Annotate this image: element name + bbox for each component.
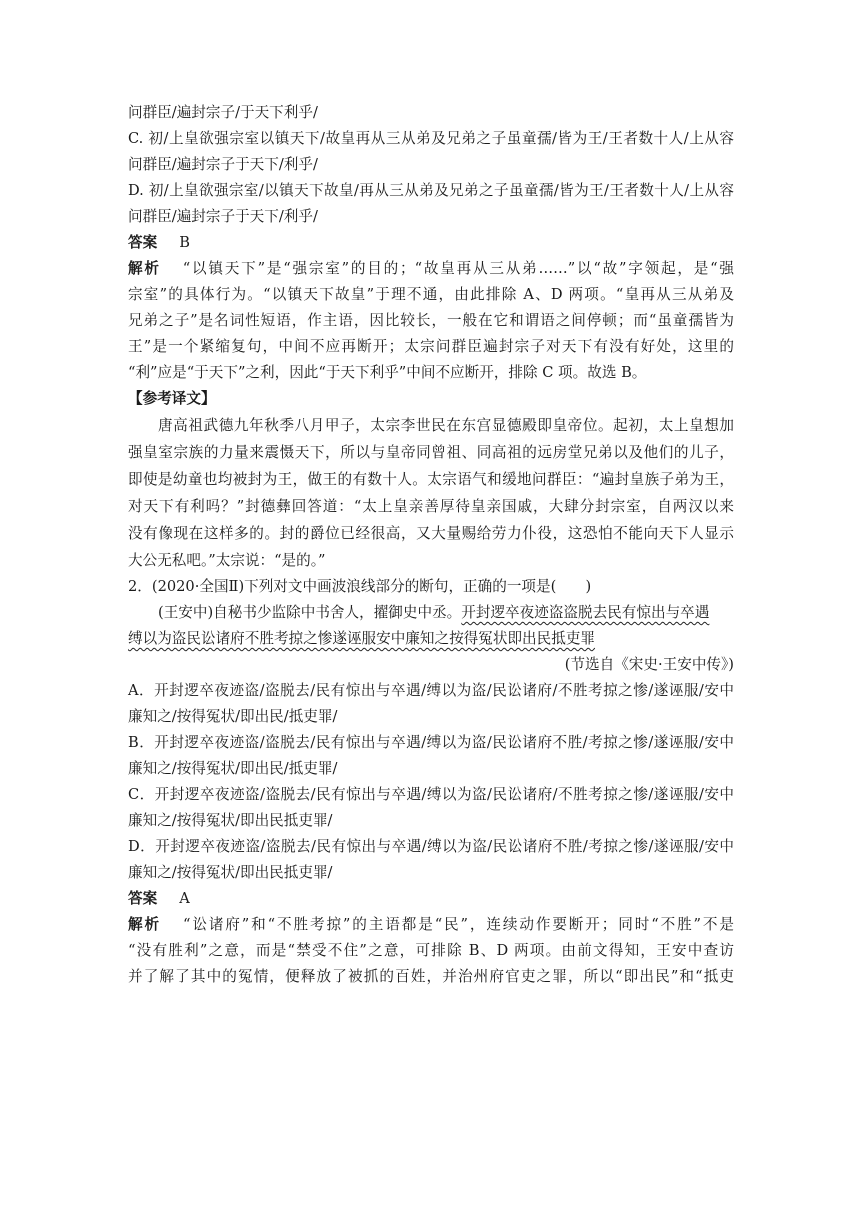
translation-line-2: 强皇室宗族的力量来震慑天下，所以与皇帝同曾祖、同高祖的远房堂兄弟以及他们的儿子，	[128, 444, 734, 461]
analysis-label: 解析	[128, 260, 161, 277]
analysis2-line-1	[128, 912, 734, 938]
question-2-stem: 2．(2020·全国Ⅱ)下列对文中画波浪线部分的断句，正确的一项是( )	[128, 578, 592, 595]
translation-line-1: 唐高祖武德九年秋季八月甲子，太宗李世民在东宫显德殿即皇帝位。起初，太上皇想加	[158, 417, 734, 434]
passage-wavy-1: 开封逻卒夜迹盗盗脱去民有惊出与卒遇	[461, 604, 710, 621]
translation-line-6: 大公无私吧。”太宗说：“是的。”	[128, 552, 326, 569]
translation-title: 【参考译文】	[128, 390, 216, 407]
analysis-line-5: “利”应是“于天下”之利，因此“于天下利乎”中间不应断开，排除 C 项。故选 B。	[128, 364, 647, 381]
translation-line-4: 对天下有利吗？”封德彝回答道：“太上皇亲善厚待皇亲国戚，大肆分封宗室，自两汉以来	[128, 498, 734, 515]
answer-value: B	[179, 234, 190, 251]
answer-label: 答案	[128, 234, 158, 251]
analysis-text: “以镇天下”是“强宗室”的目的；“故皇再从三从弟……”以“故”字领起，是“强	[182, 260, 734, 277]
answer-row-q2	[128, 886, 734, 912]
option-c2-line2: 廉知之/按得冤状/即出民抵吏罪/	[128, 812, 333, 829]
option-d-line2: 问群臣/遍封宗子于天下/利乎/	[128, 208, 318, 225]
option-d2-line1: D．开封逻卒夜迹盗/盗脱去/民有惊出与卒遇/缚以为盗/民讼诸府不胜/考掠之惨/遂诬服/安中	[128, 838, 734, 855]
analysis-line-4: 王”是一个紧缩复句，中间不应再断开；太宗问群臣遍封宗子对天下有没有好处，这里的	[128, 338, 734, 355]
option-a-line2: 廉知之/按得冤状/即出民/抵吏罪/	[128, 708, 338, 725]
option-d-line1: D. 初/上皇欲强宗室/以镇天下故皇/再从三从弟及兄弟之子虽童孺/皆为王/王者数十人/上从容	[128, 182, 734, 199]
passage-wavy-2: 缚以为盗民讼诸府不胜考掠之惨遂诬服安中廉知之按得冤状即出民抵吏罪	[128, 630, 596, 647]
passage-line-1	[128, 600, 734, 626]
option-c-line2: 问群臣/遍封宗子于天下/利乎/	[128, 156, 318, 173]
option-a-line1: A．开封逻卒夜迹盗/盗脱去/民有惊出与卒遇/缚以为盗/民讼诸府/不胜考掠之惨/遂诬服/安中	[128, 682, 734, 699]
analysis-line-1	[128, 256, 734, 282]
analysis-label: 解析	[128, 916, 161, 933]
translation-line-5: 没有像现在这样多的。封的爵位已经很高，又大量赐给劳力仆役，这恐怕不能向天下人显示	[128, 525, 734, 542]
analysis2-line-2: “没有胜利”之意，而是“禁受不住”之意，可排除 B、D 两项。由前文得知，王安中查访	[128, 942, 734, 959]
option-d2-line2: 廉知之/按得冤状/即出民抵吏罪/	[128, 864, 333, 881]
option-c2-line1: C．开封逻卒夜迹盗/盗脱去/民有惊出与卒遇/缚以为盗/民讼诸府/不胜考掠之惨/遂诬服/安中	[128, 786, 734, 803]
answer-row-q1	[128, 230, 734, 256]
option-b-line1: B．开封逻卒夜迹盗/盗脱去/民有惊出与卒遇/缚以为盗/民讼诸府不胜/考掠之惨/遂诬服/安中	[128, 734, 734, 751]
translation-line-3: 即使是幼童也均被封为王，做王的有数十人。太宗语气和缓地问群臣：“遍封皇族子弟为王，	[128, 471, 734, 488]
analysis2-line-3: 并了解了其中的冤情，便释放了被抓的百姓，并治州府官吏之罪，所以“即出民”和“抵吏	[128, 968, 734, 985]
analysis-line-3: 兄弟之子”是名词性短语，作主语，因比较长，一般在它和谓语之间停顿；而“虽童孺皆为	[128, 312, 734, 329]
option-b-line2: 廉知之/按得冤状/即出民/抵吏罪/	[128, 760, 338, 777]
analysis-text: “讼诸府”和“不胜考掠”的主语都是“民”，连续动作要断开；同时“不胜”不是	[182, 916, 734, 933]
option-c-line1: C. 初/上皇欲强宗室以镇天下/故皇再从三从弟及兄弟之子虽童孺/皆为王/王者数十人/上从容	[128, 130, 734, 147]
answer-label: 答案	[128, 890, 158, 907]
option-b-continuation: 问群臣/遍封宗子/于天下利乎/	[128, 104, 318, 121]
passage-source: (节选自《宋史·王安中传》)	[564, 656, 734, 673]
passage-plain: (王安中)自秘书少监除中书舍人，擢御史中丞。	[158, 604, 462, 621]
document-page	[128, 96, 734, 990]
answer-value: A	[179, 890, 190, 907]
passage-line-2	[128, 626, 734, 652]
analysis-line-2: 宗室”的具体行为。“以镇天下故皇”于理不通，由此排除 A、D 两项。“皇再从三从弟及	[128, 286, 734, 303]
